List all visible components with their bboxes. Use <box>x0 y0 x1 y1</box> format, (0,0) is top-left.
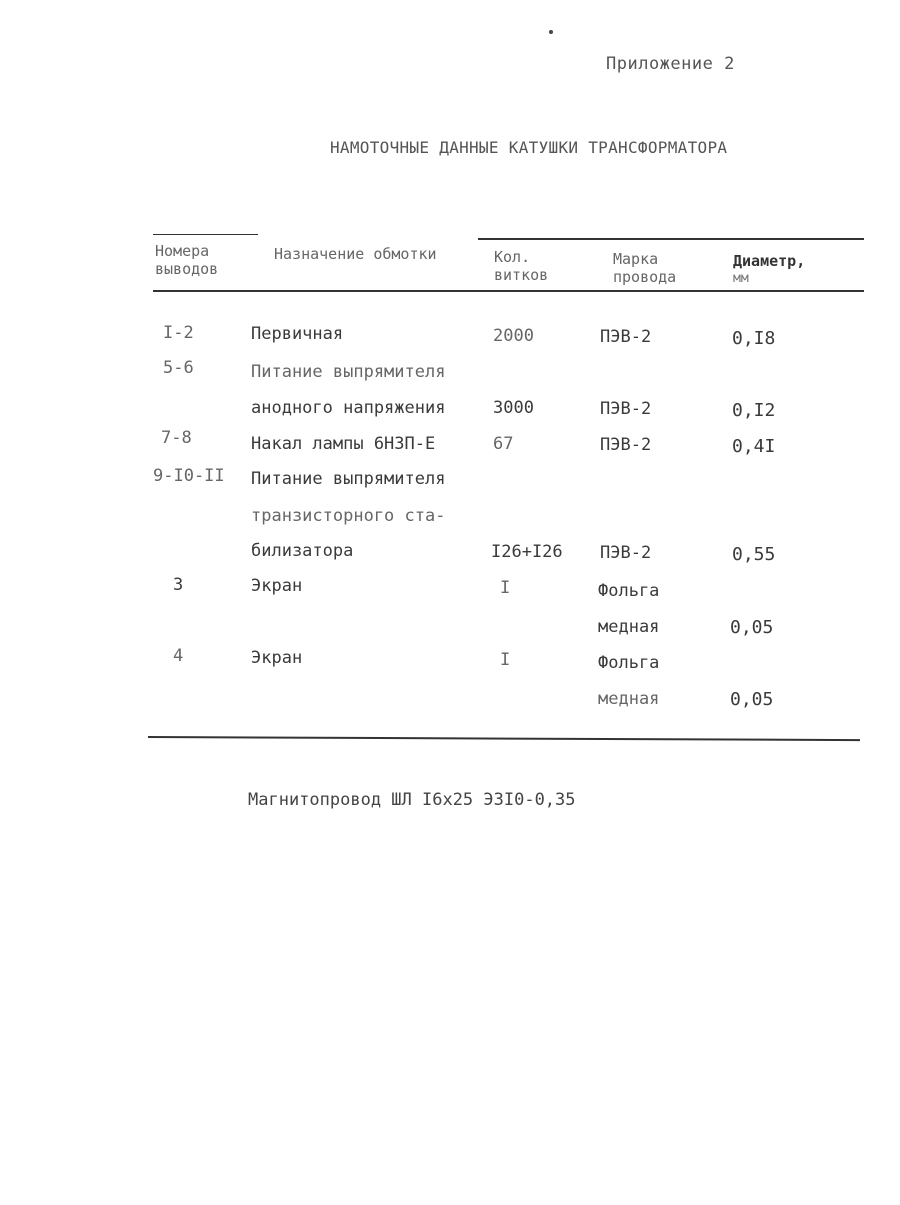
header-diameter <box>733 252 805 288</box>
document-title: НАМОТОЧНЫЕ ДАННЫЕ КАТУШКИ ТРАНСФОРМАТОРА <box>330 138 728 157</box>
row-6-purpose: Экран <box>251 648 303 668</box>
row-3-diameter: 0,4I <box>732 436 776 457</box>
ink-dot <box>549 30 553 34</box>
row-2-purpose-line2: анодного напряжения <box>251 398 446 418</box>
row-5-purpose: Экран <box>251 576 303 596</box>
header-terminals <box>155 242 218 278</box>
header-turns <box>494 248 548 284</box>
header-terminals-line2: выводов <box>155 260 219 278</box>
magnetic-core-note: Магнитопровод ШЛ I6х25 ЭЗI0-0,35 <box>248 790 576 810</box>
row-4-purpose-line2: транзисторного ста- <box>251 506 446 526</box>
row-1-terminals: I-2 <box>163 323 194 343</box>
row-4-diameter: 0,55 <box>732 544 776 565</box>
row-6-wire-line1: Фольга <box>598 653 660 673</box>
row-4-purpose-line3: билизатора <box>251 541 354 561</box>
row-2-purpose-line1: Питание выпрямителя <box>251 362 446 382</box>
header-terminals-line1: Номера <box>155 242 210 260</box>
header-turns-line1: Кол. <box>494 248 531 266</box>
row-6-diameter: 0,05 <box>730 689 774 710</box>
row-4-turns: I26+I26 <box>491 542 563 562</box>
row-2-diameter: 0,I2 <box>732 400 776 421</box>
row-2-terminals: 5-6 <box>163 358 194 378</box>
row-5-wire-line1: Фольга <box>598 581 660 601</box>
row-5-turns: I <box>500 578 511 598</box>
header-purpose: Назначение обмотки <box>274 245 437 263</box>
row-1-wire: ПЭВ-2 <box>600 327 652 347</box>
row-5-diameter: 0,05 <box>730 617 774 638</box>
table-top-rule-left <box>153 234 258 235</box>
row-1-purpose: Первичная <box>251 324 344 344</box>
row-3-purpose: Накал лампы 6Н3П-Е <box>251 434 436 454</box>
row-4-terminals: 9-I0-II <box>153 466 225 486</box>
header-wire-line2: провода <box>613 268 677 286</box>
header-wire <box>613 250 676 286</box>
row-5-terminals: 3 <box>173 575 184 595</box>
header-wire-line1: Марка <box>613 250 659 268</box>
row-2-wire: ПЭВ-2 <box>600 399 652 419</box>
row-4-wire: ПЭВ-2 <box>600 543 652 563</box>
header-turns-line2: витков <box>494 266 549 284</box>
row-3-wire: ПЭВ-2 <box>600 435 652 455</box>
appendix-label: Приложение 2 <box>606 54 735 74</box>
row-6-wire-line2: медная <box>598 689 660 709</box>
row-6-turns: I <box>500 650 511 670</box>
row-4-purpose-line1: Питание выпрямителя <box>251 469 446 489</box>
row-2-turns: 3000 <box>493 398 534 418</box>
table-top-rule <box>478 238 864 240</box>
row-1-turns: 2000 <box>493 326 534 346</box>
row-3-terminals: 7-8 <box>161 428 192 448</box>
row-1-diameter: 0,I8 <box>732 328 776 349</box>
table-bottom-rule <box>148 736 860 741</box>
header-diameter-line2: мм <box>733 271 749 286</box>
row-5-wire-line2: медная <box>598 617 660 637</box>
header-diameter-line1: Диаметр, <box>733 252 806 270</box>
row-6-terminals: 4 <box>173 646 184 666</box>
row-3-turns: 67 <box>493 434 514 454</box>
header-bottom-rule <box>153 290 864 292</box>
